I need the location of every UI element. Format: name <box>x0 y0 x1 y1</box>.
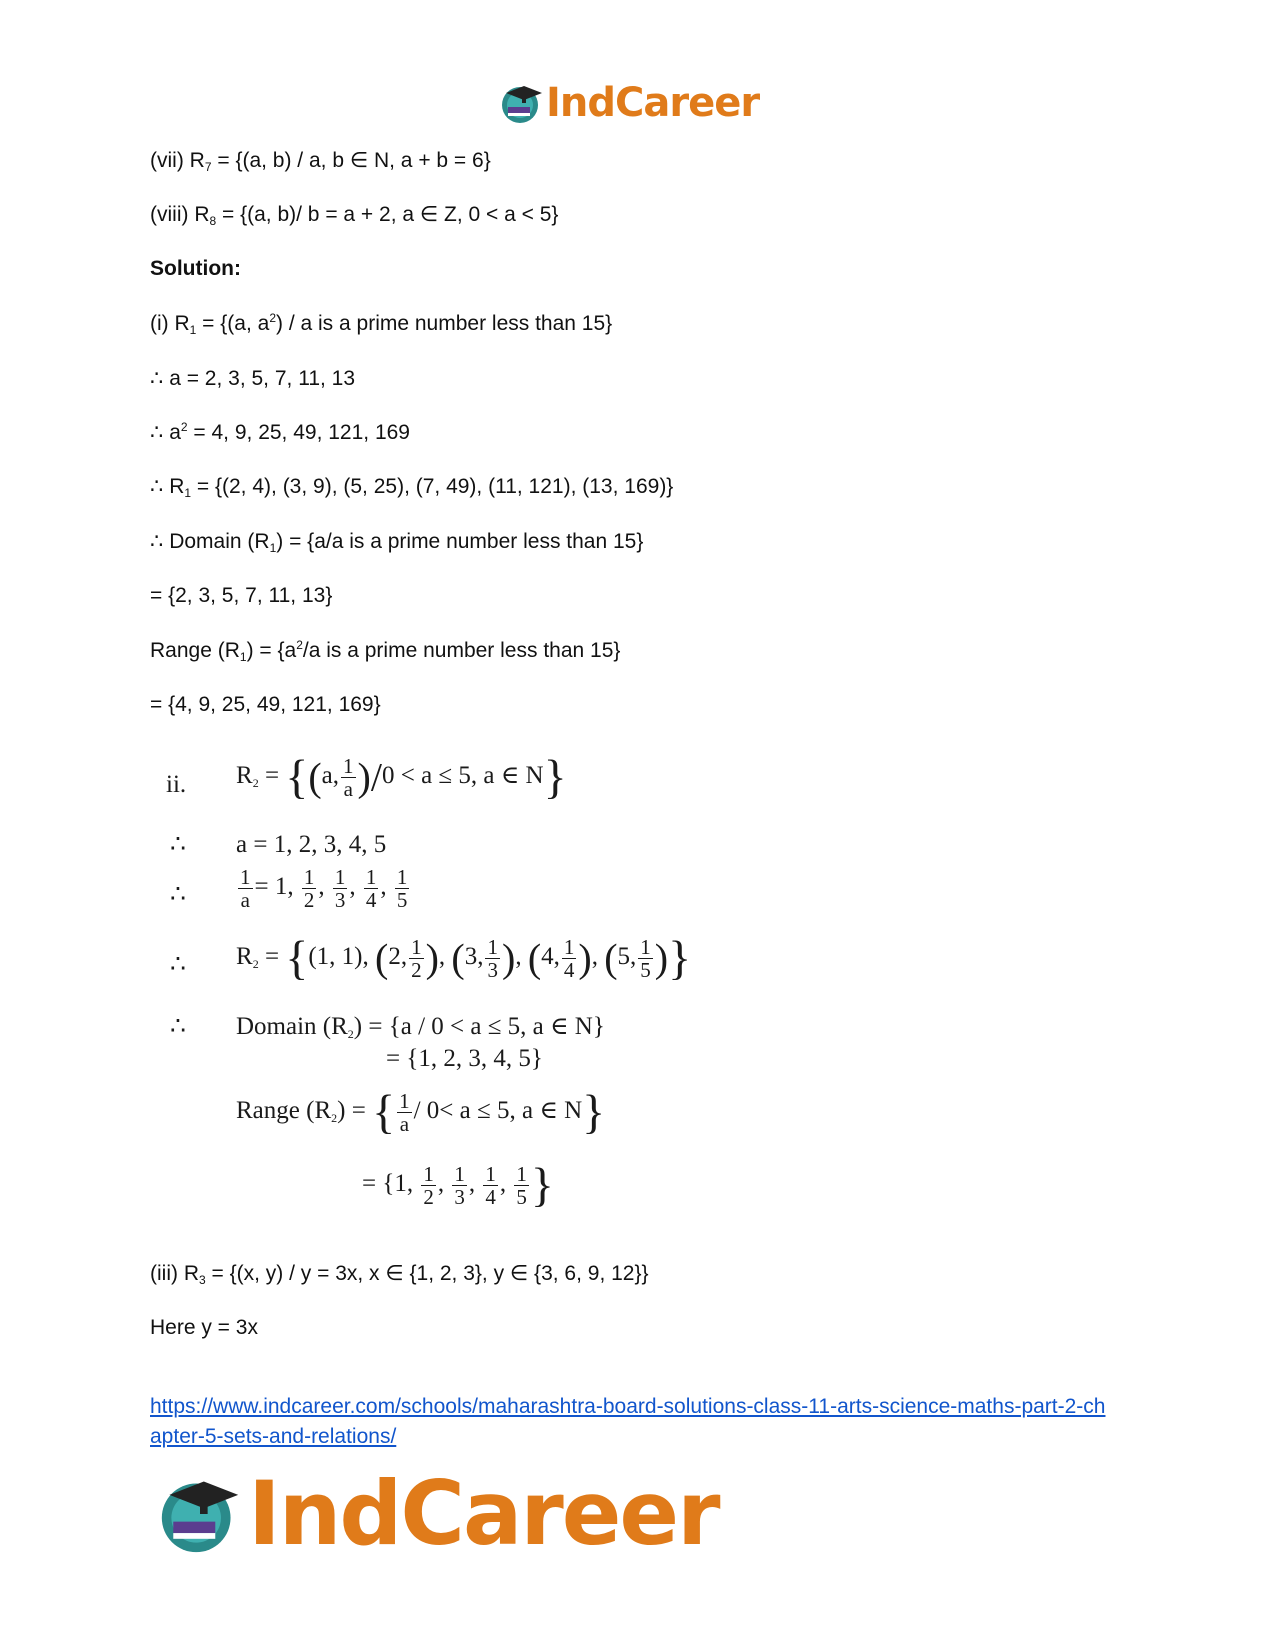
part-iii-here: Here y = 3x <box>150 1316 258 1339</box>
therefore-symbol: ∴ <box>170 1013 186 1040</box>
part-ii-a-values: a = 1, 2, 3, 4, 5 <box>236 831 387 858</box>
part-ii-r2-pairs: $R_2 = \{(1$, 1), (2, $\frac{1}{2}$ ), (3, $\frac{1}{3}$ ), (4, $\frac{1}{4}$ ), (5, $\frac{1}{5}$ )} <box>236 931 692 985</box>
source-link[interactable]: https://www.indcareer.com/schools/maharashtra-board-solutions-class-11-arts-science-maths-part-2-chapter-5-sets-and-relations/ <box>150 1395 1106 1448</box>
part-i-a-values: ∴ a = 2, 3, 5, 7, 11, 13 <box>150 367 356 390</box>
question-vii: (vii) $R_7 = \{(a$, b) / a, b ∈ N, a + b = 6} <box>150 149 491 174</box>
part-i-range-value: = {4, 9, 25, 49, 121, 169} <box>150 693 381 716</box>
part-ii-reciprocals: $\frac{1}{a}$ = 1, $\frac{1}{2}$ , $\frac{1}{3}$ , $\frac{1}{4}$ , $\frac{1}{5}$ <box>240 865 408 912</box>
part-i-range: Range $(R_1) = \{a^2/a$ is a prime number less than 15} <box>150 638 621 664</box>
part-ii-range: Range $(R_2)$ = { $\frac{1}{a}$ / 0< a ≤ 5, a ∈ N} <box>236 1085 606 1139</box>
therefore-symbol: ∴ <box>170 951 186 978</box>
therefore-symbol: ∴ <box>170 881 186 908</box>
part-ii-r2-definition: $R_2 = \{(a$, $\frac{1}{a}$ )/0 < a ≤ 5, a ∈ N} <box>236 750 567 804</box>
part-ii-range-value: = {1, $\frac{1}{2}$ , $\frac{1}{3}$ , $\frac{1}{4}$ , $\frac{1}{5}$ } <box>362 1158 554 1212</box>
graduation-globe-icon <box>500 81 544 125</box>
footer-logo <box>158 1462 719 1565</box>
therefore-symbol: ∴ <box>170 831 186 858</box>
part-i-domain-value: = {2, 3, 5, 7, 11, 13} <box>150 584 333 607</box>
question-viii: (viii) $R_8 = \{(a$, b)/ b = a + 2, a ∈ Z, 0 < a < 5} <box>150 203 559 228</box>
graduation-globe-icon <box>158 1472 242 1556</box>
part-ii-domain: Domain $(R_2) = \{a / 0 < a \le 5$, a ∈ N} <box>236 1013 605 1041</box>
logo-wordmark: IndCareer <box>248 1462 719 1565</box>
part-ii-label: ii. <box>166 771 187 798</box>
part-i-statement: (i) $R_1 = \{(a$, $a^2$) / a is a prime number less than 15} <box>150 311 613 337</box>
logo-wordmark: IndCareer <box>546 80 760 126</box>
solution-heading: Solution: <box>150 257 241 280</box>
part-i-a-squared: ∴ $a^2 = 4$, 9, 25, 49, 121, 169 <box>150 420 410 444</box>
part-i-domain: ∴ Domain $(R_1) = \{a/a$ is a prime number less than 15} <box>150 530 644 555</box>
header-logo <box>500 80 759 126</box>
part-i-r1-set: ∴ $R_1 = \{(2$, 4), (3, 9), (5, 25), (7, 49), (11, 121), (13, 169)} <box>150 475 674 500</box>
part-iii-statement: (iii) $R_3 = \{(x$, y) / y = 3x, x ∈ {1, 2, 3}, y ∈ {3, 6, 9, 12}} <box>150 1262 649 1287</box>
part-ii-domain-value: = {1, 2, 3, 4, 5} <box>386 1045 543 1072</box>
